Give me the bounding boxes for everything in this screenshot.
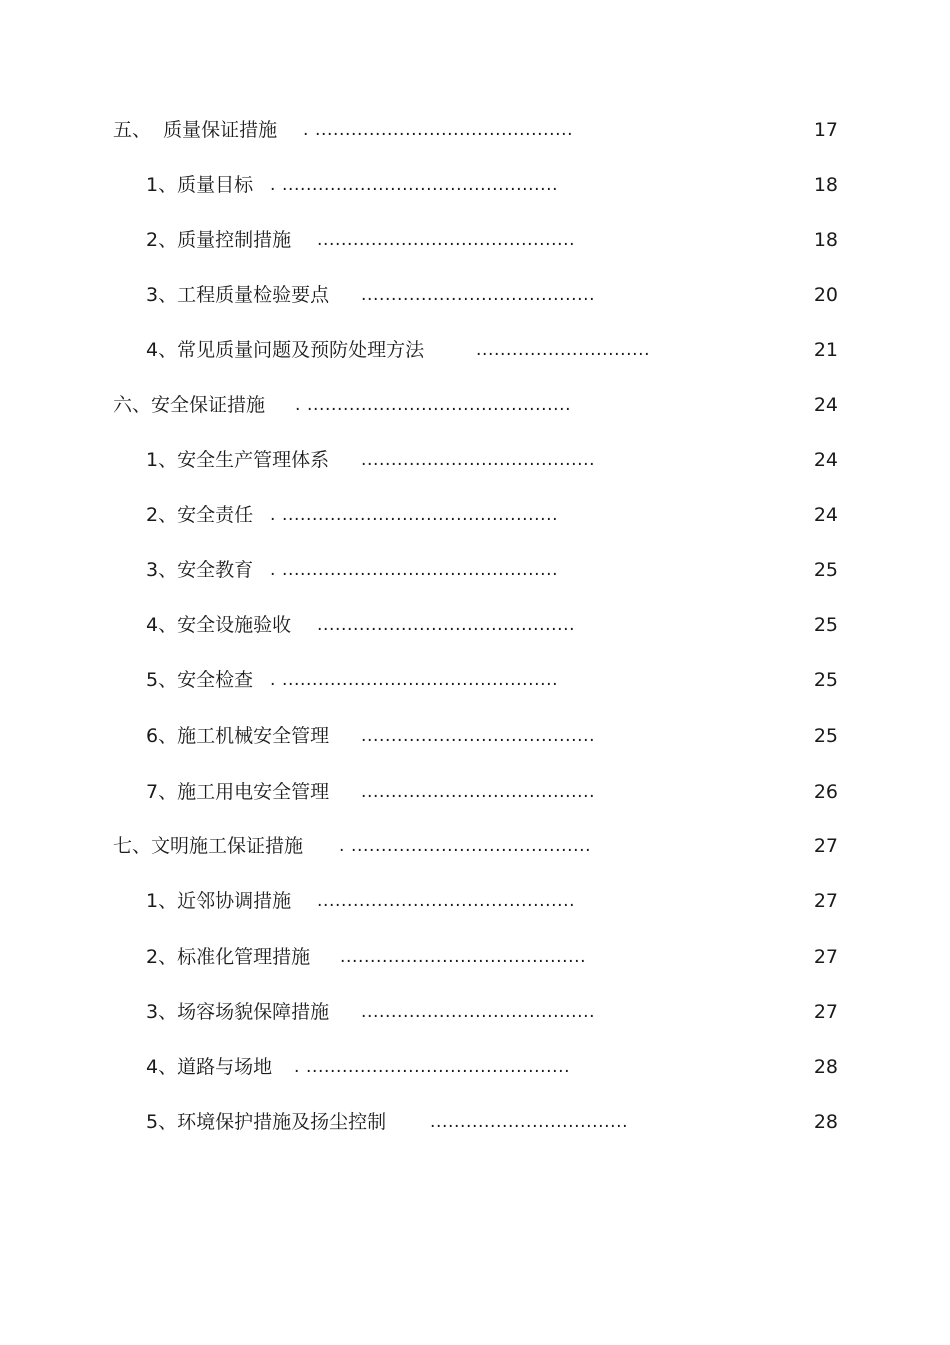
toc-dot-leader: ....................................... (361, 285, 596, 305)
toc-entry[interactable] (0, 665, 950, 695)
toc-entry-title: 1、安全生产管理体系 (146, 449, 330, 471)
toc-page-number: 28 (813, 1111, 838, 1133)
toc-entry-title: 4、安全设施验收 (146, 614, 292, 636)
toc-page-number: 26 (813, 781, 838, 803)
toc-page-number: 24 (813, 394, 838, 416)
toc-dot-leader: ....................................... (361, 1002, 596, 1022)
toc-entry-title: 4、道路与场地 (146, 1056, 273, 1078)
toc-entry[interactable] (0, 225, 950, 255)
toc-dot-leader: ......................................... (340, 947, 587, 967)
toc-entry[interactable] (0, 942, 950, 972)
toc-entry-title: 3、场容场貌保障措施 (146, 1001, 330, 1023)
toc-entry[interactable] (0, 777, 950, 807)
toc-page-number: 27 (813, 890, 838, 912)
toc-entry[interactable] (0, 170, 950, 200)
toc-dot-leader: ....................................... (361, 726, 596, 746)
toc-page-number: 25 (813, 614, 838, 636)
toc-dot-leader: ....................................... (361, 782, 596, 802)
toc-dot-leader: ............................. (476, 340, 651, 360)
toc-entry[interactable] (0, 1107, 950, 1137)
toc-dot-leader: ........................................... (317, 230, 576, 250)
toc-entry-title: 5、环境保护措施及扬尘控制 (146, 1111, 387, 1133)
toc-entry-title: 2、安全责任 (146, 504, 254, 526)
toc-entry-section-6[interactable] (0, 390, 950, 420)
toc-entry-title: 六、安全保证措施 (113, 394, 266, 416)
toc-dot-leader: . .............................................. (270, 560, 559, 580)
toc-entry-title: 7、施工用电安全管理 (146, 781, 330, 803)
toc-entry-title: 2、标准化管理措施 (146, 946, 311, 968)
toc-dot-leader: ....................................... (361, 450, 596, 470)
toc-page-number: 25 (813, 669, 838, 691)
toc-entry-title: 5、安全检查 (146, 669, 254, 691)
toc-entry[interactable] (0, 500, 950, 530)
toc-entry-section-7[interactable] (0, 831, 950, 861)
toc-page-number: 18 (813, 229, 838, 251)
toc-page-number: 27 (813, 946, 838, 968)
toc-dot-leader: . .............................................. (270, 505, 559, 525)
toc-entry[interactable] (0, 997, 950, 1027)
toc-entry-title: 6、施工机械安全管理 (146, 725, 330, 747)
toc-entry[interactable] (0, 445, 950, 475)
toc-dot-leader: ................................. (430, 1112, 629, 1132)
toc-dot-leader: . .............................................. (270, 670, 559, 690)
toc-entry[interactable] (0, 1052, 950, 1082)
toc-entry[interactable] (0, 335, 950, 365)
toc-page-number: 28 (813, 1056, 838, 1078)
toc-dot-leader: . ........................................... (303, 120, 574, 140)
toc-page-number: 24 (813, 449, 838, 471)
toc-dot-leader: . .............................................. (270, 175, 559, 195)
toc-page-number: 20 (813, 284, 838, 306)
toc-entry-title: 3、工程质量检验要点 (146, 284, 330, 306)
toc-page-number: 25 (813, 725, 838, 747)
toc-dot-leader: . ........................................ (339, 836, 592, 856)
toc-entry[interactable] (0, 610, 950, 640)
toc-dot-leader: . ............................................ (295, 395, 572, 415)
toc-entry-section-5[interactable] (0, 115, 950, 145)
toc-entry[interactable] (0, 280, 950, 310)
toc-page-number: 27 (813, 835, 838, 857)
toc-entry-title: 1、近邻协调措施 (146, 890, 292, 912)
toc-page-number: 18 (813, 174, 838, 196)
toc-entry[interactable] (0, 721, 950, 751)
toc-page-number: 25 (813, 559, 838, 581)
toc-entry-title: 五、 质量保证措施 (113, 119, 278, 141)
toc-entry-title: 3、安全教育 (146, 559, 254, 581)
toc-entry-title: 2、质量控制措施 (146, 229, 292, 251)
toc-entry-title: 4、常见质量问题及预防处理方法 (146, 339, 425, 361)
toc-page-number: 24 (813, 504, 838, 526)
toc-page-number: 17 (813, 119, 838, 141)
toc-dot-leader: ........................................... (317, 615, 576, 635)
toc-page-number: 27 (813, 1001, 838, 1023)
toc-entry[interactable] (0, 555, 950, 585)
toc-entry-title: 1、质量目标 (146, 174, 254, 196)
toc-dot-leader: . ............................................ (294, 1057, 571, 1077)
toc-entry-title: 七、文明施工保证措施 (113, 835, 304, 857)
toc-entry[interactable] (0, 886, 950, 916)
toc-dot-leader: ........................................... (317, 891, 576, 911)
toc-page-number: 21 (813, 339, 838, 361)
